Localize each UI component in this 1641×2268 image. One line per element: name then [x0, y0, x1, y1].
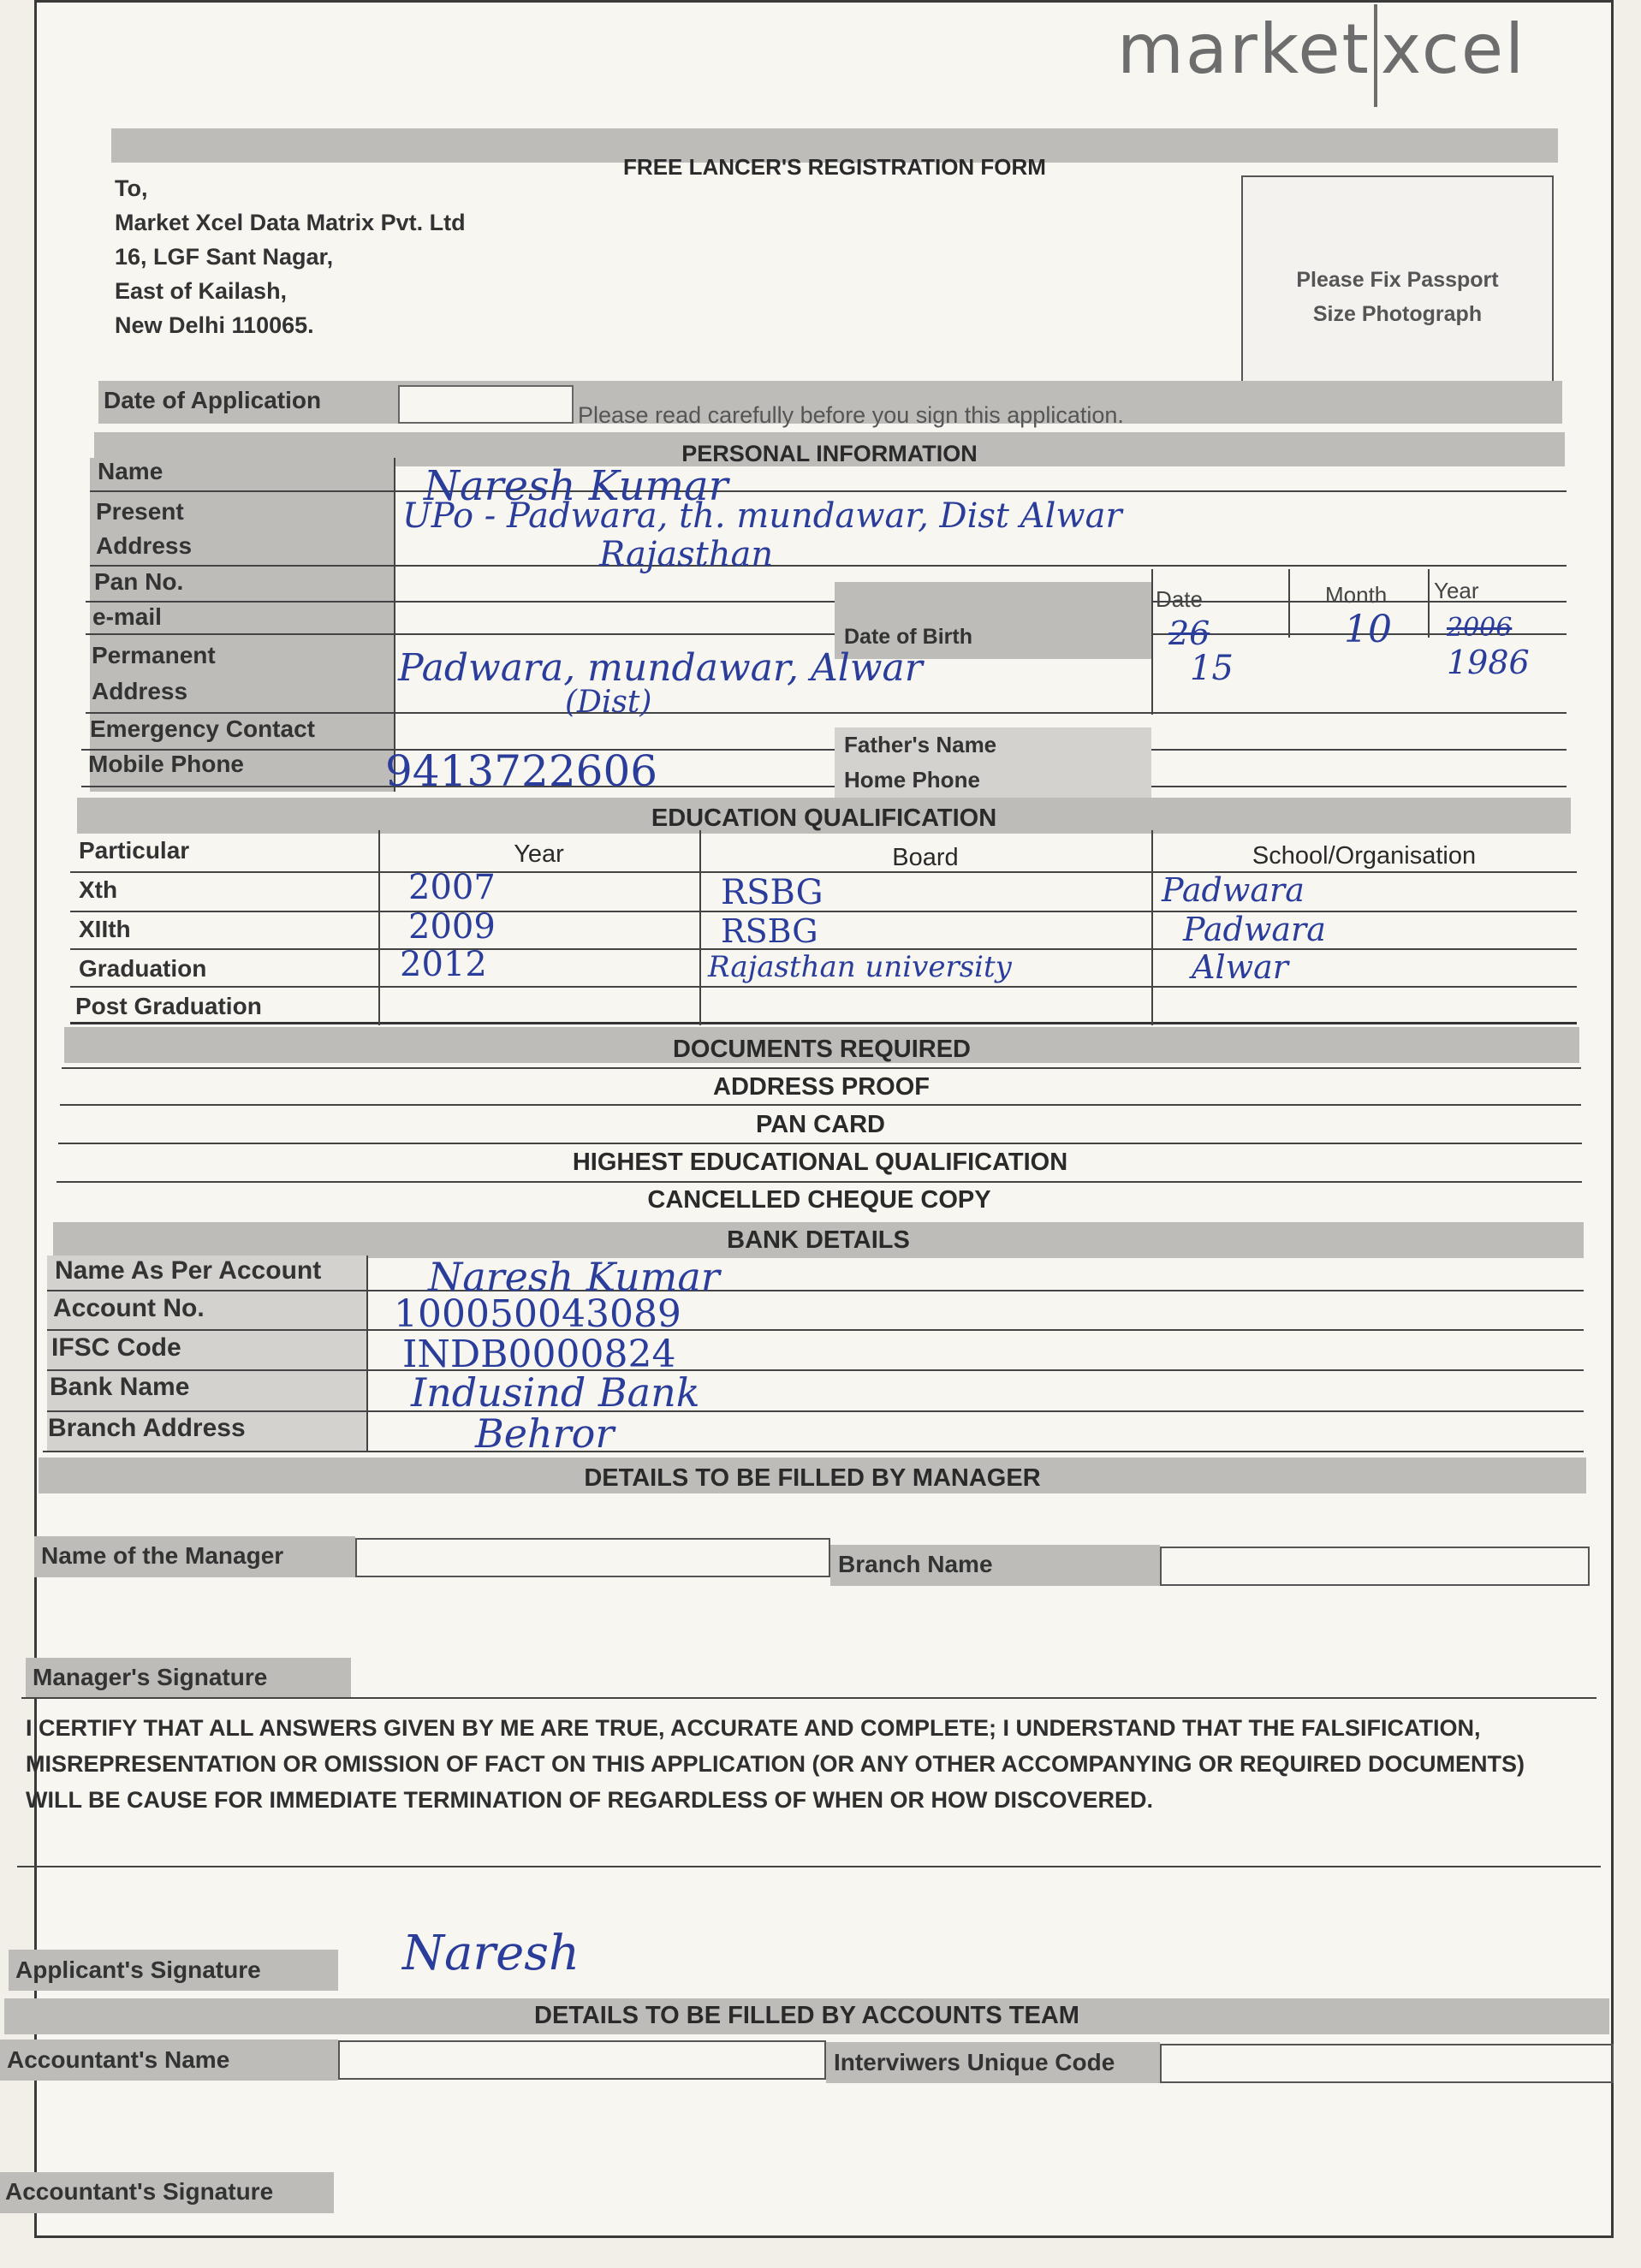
edu-row-board[interactable]: RSBG [721, 873, 823, 912]
permanent-address-value-line2[interactable]: (Dist) [565, 685, 652, 720]
edu-row-year[interactable]: 2012 [400, 945, 487, 984]
bank-column-divider [366, 1256, 368, 1452]
bank-row-divider [47, 1329, 1584, 1331]
dob-month-value[interactable]: 10 [1344, 608, 1392, 651]
doc-divider [58, 1143, 1582, 1144]
dob-date-struck: 26 [1168, 614, 1210, 652]
edu-col-particular: Particular [79, 837, 190, 864]
doc-divider [56, 1181, 1582, 1183]
home-phone-label: Home Phone [844, 767, 980, 793]
edu-col-board: Board [892, 844, 959, 871]
logo-text-left: market [1117, 9, 1370, 89]
date-of-application-label: Date of Application [104, 387, 322, 413]
bank-row-label: Account No. [53, 1294, 205, 1322]
bank-row-divider [43, 1451, 1584, 1452]
edu-row-board[interactable]: RSBG [721, 912, 818, 950]
present-address-value-line2[interactable]: Rajasthan [599, 535, 774, 574]
document-item: HIGHEST EDUCATIONAL QUALIFICATION [572, 1149, 1068, 1176]
doc-divider [62, 1067, 1581, 1069]
dob-year-struck: 2006 [1447, 613, 1513, 643]
row-divider [86, 712, 1567, 714]
personal-info-header: PERSONAL INFORMATION [681, 441, 978, 466]
dob-date-value[interactable]: 15 [1190, 649, 1234, 688]
column-divider [1151, 569, 1153, 715]
dob-label: Date of Birth [844, 625, 972, 649]
pan-label: Pan No. [94, 568, 184, 595]
edu-row-particular: Xth [79, 876, 118, 903]
form-title: FREE LANCER'S REGISTRATION FORM [623, 154, 1046, 180]
applicant-signature[interactable]: Naresh [402, 1926, 580, 1981]
applicant-signature-label: Applicant's Signature [15, 1956, 261, 1983]
date-of-application-field[interactable] [398, 385, 574, 424]
column-divider [1428, 569, 1430, 638]
edu-col-year: Year [514, 840, 564, 868]
unique-code-label: Interviwers Unique Code [834, 2049, 1115, 2075]
manager-signature-label: Manager's Signature [33, 1664, 268, 1690]
address-line: To, [115, 175, 148, 201]
bank-header: BANK DETAILS [727, 1226, 910, 1254]
dob-year-header: Year [1434, 578, 1479, 603]
education-table [70, 830, 1577, 1025]
edu-row-divider [70, 986, 1577, 988]
documents-header: DOCUMENTS REQUIRED [672, 1036, 971, 1063]
logo-text-right: xcel [1380, 9, 1526, 89]
bank-row-label: IFSC Code [51, 1333, 181, 1362]
edu-row-school[interactable]: Alwar [1192, 948, 1288, 986]
edu-row-board[interactable]: Rajasthan university [708, 950, 1012, 984]
document-item: PAN CARD [756, 1111, 885, 1138]
bank-row-label: Branch Address [48, 1414, 246, 1442]
bank-row-value[interactable]: Indusind Bank [411, 1369, 700, 1416]
edu-row-particular: XIIth [79, 916, 131, 942]
edu-row-school[interactable]: Padwara [1183, 911, 1326, 948]
column-divider [1288, 569, 1290, 638]
manager-header: DETAILS TO BE FILLED BY MANAGER [584, 1464, 1041, 1492]
bank-row-divider [47, 1369, 1584, 1371]
mobile-phone-value[interactable]: 9413722606 [385, 746, 658, 796]
bank-row-value[interactable]: Naresh Kumar [428, 1254, 720, 1300]
branch-name-field[interactable] [1160, 1547, 1590, 1586]
bank-row-divider [47, 1410, 1584, 1412]
education-header: EDUCATION QUALIFICATION [651, 804, 997, 832]
emergency-contact-label: Emergency Contact [90, 715, 315, 742]
unique-code-field[interactable] [1160, 2044, 1614, 2083]
branch-name-label: Branch Name [838, 1551, 993, 1577]
accountant-name-field[interactable] [338, 2040, 826, 2080]
bank-row-divider [47, 1290, 1584, 1291]
name-value[interactable]: Naresh Kumar [424, 462, 728, 510]
document-item: ADDRESS PROOF [713, 1073, 930, 1101]
dob-month-header: Month [1325, 582, 1388, 608]
accountant-signature-label: Accountant's Signature [5, 2178, 274, 2205]
dob-year-value[interactable]: 1986 [1447, 644, 1530, 681]
edu-row-school[interactable]: Padwara [1162, 871, 1305, 909]
read-carefully-note: Please read carefully before you sign this application. [578, 402, 1124, 428]
logo [1117, 4, 1525, 107]
recipient-address [115, 171, 466, 342]
edu-row-particular: Graduation [79, 955, 207, 982]
name-label: Name [98, 458, 164, 484]
bank-row-value[interactable]: Behror [475, 1410, 615, 1457]
edu-row-divider [70, 911, 1577, 912]
permanent-address-label: Permanent Address [92, 642, 216, 704]
mobile-phone-label: Mobile Phone [88, 751, 244, 777]
present-address-value[interactable]: UPo - Padwara, th. mundawar, Dist Alwar [402, 496, 1122, 536]
address-line: East of Kailash, [115, 278, 288, 304]
row-divider [81, 786, 1567, 787]
bank-row-label: Bank Name [50, 1373, 190, 1401]
present-address-label: Present Address [96, 498, 193, 559]
accountant-name-label: Accountant's Name [7, 2046, 230, 2073]
bank-row-label: Name As Per Account [55, 1256, 322, 1285]
edu-row-year[interactable]: 2007 [408, 868, 496, 907]
father-name-label: Father's Name [844, 732, 997, 757]
address-line: Market Xcel Data Matrix Pvt. Ltd [115, 210, 466, 235]
edu-row-particular: Post Graduation [75, 993, 262, 1019]
certify-top-border [21, 1697, 1596, 1699]
certify-bottom-border [17, 1866, 1601, 1867]
column-divider [394, 458, 395, 792]
dob-date-header: Date [1156, 586, 1203, 612]
row-divider [90, 490, 1567, 492]
photo-instruction: Please Fix Passport Size Photograph [1296, 268, 1499, 326]
logo-divider [1374, 4, 1377, 107]
manager-name-field[interactable] [355, 1538, 830, 1577]
photo-box [1241, 175, 1554, 389]
doc-divider [60, 1104, 1581, 1106]
permanent-address-value[interactable]: Padwara, mundawar, Alwar [398, 646, 923, 690]
bank-row-value[interactable]: INDB0000824 [402, 1333, 676, 1376]
address-line: 16, LGF Sant Nagar, [115, 244, 334, 270]
edu-row-year[interactable]: 2009 [408, 907, 496, 947]
edu-col-school: School/Organisation [1252, 842, 1477, 870]
address-line: New Delhi 110065. [115, 312, 314, 338]
row-divider [81, 749, 1567, 751]
accounts-header: DETAILS TO BE FILLED BY ACCOUNTS TEAM [534, 2002, 1079, 2029]
document-item: CANCELLED CHEQUE COPY [647, 1186, 991, 1214]
edu-bottom-border [70, 1022, 1577, 1024]
row-divider [90, 565, 1567, 567]
bank-row-value[interactable]: 100050043089 [394, 1292, 681, 1336]
email-label: e-mail [92, 603, 162, 630]
certification-text: I CERTIFY THAT ALL ANSWERS GIVEN BY ME ARE TRUE, ACCURATE AND COMPLETE; I UNDERSTAND THAT THE FALSIFICATION, MISREPRESENTATION OR OMISSION OF FACT ON THIS APPLICATION (OR ANY OTHER ACCOMPANYING OR REQUIRED DOCUMENTS) WILL BE CAUSE FOR IMMEDIATE TERMINATION OF REGARDLESS OF WHEN OR HOW DISCOVERED. [26, 1715, 1525, 1813]
manager-name-label: Name of the Manager [41, 1542, 284, 1569]
